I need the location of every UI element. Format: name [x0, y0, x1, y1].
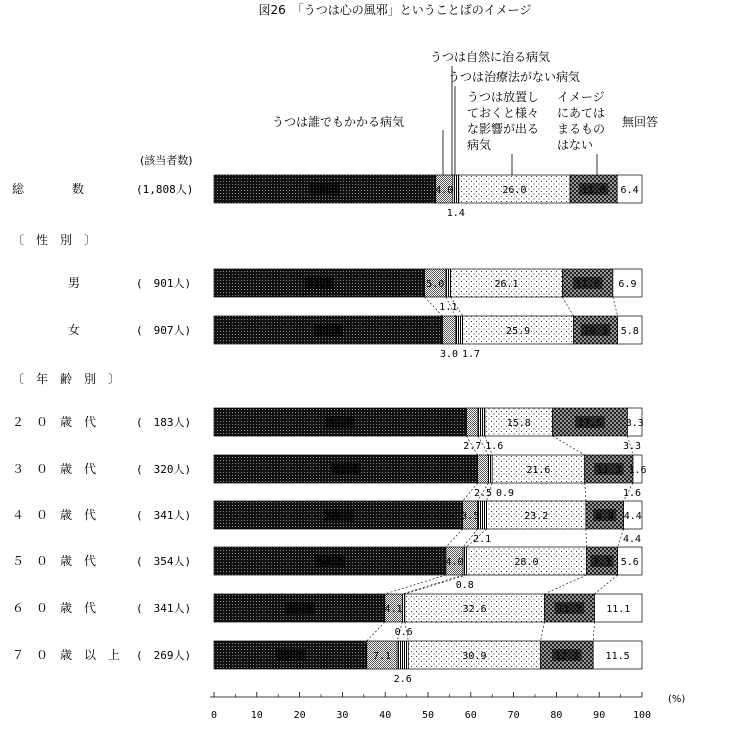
- bar-segment: [443, 316, 456, 344]
- x-unit-label: (%): [668, 694, 686, 705]
- legend-label: 病気: [467, 138, 492, 152]
- legend-label: うつは放置し: [467, 90, 540, 104]
- bar-segment: [478, 455, 489, 483]
- data-label: 7.1: [372, 651, 392, 662]
- legend: [272, 49, 658, 152]
- connector-line: [553, 436, 585, 455]
- data-label: 11.8: [575, 279, 600, 290]
- data-label: 4.4: [623, 511, 642, 522]
- data-label: 32.6: [462, 604, 487, 615]
- data-label: 11.1: [606, 604, 631, 615]
- data-label: 3.3: [625, 418, 644, 429]
- data-label: 7.3: [592, 557, 612, 568]
- row-label: ２ ０ 歳 代: [12, 415, 97, 429]
- legend-label: はない: [557, 138, 594, 152]
- data-label: 49.2: [307, 279, 332, 290]
- callout-label: 0.8: [455, 580, 474, 591]
- callout-label: 0.6: [394, 627, 413, 638]
- row-label: 総 数: [12, 182, 85, 196]
- connector-line: [585, 483, 586, 501]
- row-2: [68, 269, 642, 297]
- x-tick-label: 10: [250, 710, 263, 721]
- row-7: [12, 547, 642, 575]
- data-label: 11.3: [596, 465, 621, 476]
- x-tick-label: 80: [550, 710, 563, 721]
- legend-entry: [448, 69, 580, 84]
- data-label: 1.6: [628, 465, 647, 476]
- data-label: 10.3: [583, 326, 608, 337]
- row-count: ( 354人): [136, 555, 192, 568]
- data-label: 3.5: [461, 511, 480, 522]
- data-label: 53.4: [316, 326, 341, 337]
- data-label: 11.5: [605, 651, 630, 662]
- legend-label: まるもの: [557, 122, 606, 136]
- data-label: 12.3: [554, 651, 579, 662]
- x-tick-label: 40: [379, 710, 392, 721]
- row-count: ( 341人): [136, 509, 192, 522]
- connector-line: [402, 575, 463, 594]
- data-label: 6.9: [618, 279, 637, 290]
- data-label: 59.0: [328, 418, 353, 429]
- legend-entry: [622, 115, 658, 129]
- x-axis: [210, 692, 685, 721]
- callout-label: 4.4: [622, 534, 642, 545]
- legend-label: イメージ: [557, 90, 605, 104]
- bar-segment: [467, 408, 479, 436]
- row-label: ４ ０ 歳 代: [12, 508, 97, 522]
- data-label: 5.6: [620, 557, 639, 568]
- data-label: 26.0: [502, 185, 527, 196]
- x-tick-label: 70: [507, 710, 520, 721]
- connector-line: [446, 529, 463, 547]
- section-label-gender: 〔 性 別 〕: [12, 233, 97, 247]
- data-label: 5.0: [426, 279, 445, 290]
- data-label: 25.9: [506, 326, 531, 337]
- data-label: 6.4: [620, 185, 639, 196]
- data-label: 28.0: [514, 557, 539, 568]
- bar-segment: [397, 641, 408, 669]
- data-label: 11.7: [557, 604, 582, 615]
- x-tick-label: 60: [464, 710, 477, 721]
- data-label: 30.9: [462, 651, 487, 662]
- x-tick-label: 90: [593, 710, 606, 721]
- connector-line: [594, 575, 617, 594]
- connector-line: [613, 297, 618, 316]
- bar-segment: [455, 316, 462, 344]
- data-label: 8.8: [595, 511, 614, 522]
- callout-label: 1.6: [622, 488, 642, 499]
- bar-segment: [446, 269, 451, 297]
- legend-label: うつは誰でもかかる病気: [271, 115, 405, 129]
- row-label: ５ ０ 歳 代: [12, 554, 97, 568]
- row-label: ６ ０ 歳 代: [12, 601, 97, 615]
- x-tick-label: 50: [421, 710, 435, 721]
- row-8: [12, 594, 642, 622]
- callout-label: 3.0: [439, 349, 459, 360]
- legend-entry: [272, 114, 404, 129]
- legend-label: にあては: [557, 106, 606, 120]
- bar-segment: [488, 455, 492, 483]
- callout-label: 2.1: [473, 534, 492, 545]
- row-count: ( 269人): [136, 649, 192, 662]
- legend-label: 無回答: [622, 115, 659, 129]
- row-count: ( 183人): [136, 416, 192, 429]
- bar-segment: [463, 547, 466, 575]
- data-label: 15.8: [506, 418, 531, 429]
- row-label: 女: [68, 323, 81, 337]
- data-label: 11.0: [581, 185, 606, 196]
- row-1: [12, 175, 642, 203]
- row-count: (1,808人): [136, 183, 194, 196]
- x-tick-label: 20: [293, 710, 306, 721]
- row-3: [68, 316, 642, 344]
- data-label: 21.6: [526, 465, 551, 476]
- legend-label: な影響が出る: [467, 122, 540, 136]
- legend-label: うつは自然に治る病気: [430, 50, 551, 64]
- callout-label: 3.3: [622, 441, 642, 452]
- row-label: ７ ０ 歳 以 上: [12, 648, 121, 662]
- data-label: 51.8: [312, 185, 337, 196]
- callout-label: 0.9: [495, 488, 515, 499]
- callout-label: 2.6: [393, 674, 412, 685]
- x-tick-label: 0: [210, 710, 218, 721]
- data-label: 39.9: [287, 604, 312, 615]
- data-label: 61.6: [333, 465, 358, 476]
- callout-label: 1.7: [461, 349, 481, 360]
- x-tick-label: 30: [336, 710, 349, 721]
- legend-entry: [557, 90, 605, 152]
- section-label-age: 〔 年 齢 別 〕: [12, 372, 121, 386]
- callout-label: 2.7: [463, 441, 482, 452]
- data-label: 4.0: [435, 185, 454, 196]
- bars: [12, 175, 647, 669]
- data-label: 54.2: [317, 557, 343, 568]
- row-9: [12, 641, 642, 669]
- callout-label: 1.6: [485, 441, 504, 452]
- legend-entry: [430, 49, 550, 64]
- bar-segment: [478, 408, 485, 436]
- connector-line: [593, 622, 594, 641]
- row-label: ３ ０ 歳 代: [12, 462, 97, 476]
- data-label: 17.5: [577, 418, 603, 429]
- row-count: ( 320人): [136, 463, 192, 476]
- data-label: 26.1: [494, 279, 519, 290]
- row-label: 男: [68, 276, 81, 290]
- legend-entry: [467, 90, 539, 152]
- connector-line: [367, 622, 385, 641]
- connector-line: [541, 622, 545, 641]
- row-5: [12, 455, 647, 483]
- x-tick-label: 100: [632, 710, 652, 721]
- bar-segment: [453, 175, 459, 203]
- respondent-header: (該当者数): [140, 154, 193, 167]
- row-6: [12, 501, 642, 529]
- data-label: 58.1: [326, 511, 351, 522]
- data-label: 5.8: [620, 326, 639, 337]
- callout-label: 1.1: [439, 302, 458, 313]
- connector-line: [385, 575, 446, 594]
- callout-label: 1.4: [446, 208, 465, 219]
- data-label: 23.2: [524, 511, 549, 522]
- row-4: [12, 408, 644, 436]
- row-count: ( 341人): [136, 602, 192, 615]
- bar-segment: [402, 594, 405, 622]
- row-count: ( 907人): [136, 324, 192, 337]
- data-label: 4.0: [445, 557, 464, 568]
- data-label: 35.7: [278, 651, 303, 662]
- chart-title: 図26 「うつは心の風邪」ということばのイメージ: [258, 3, 532, 17]
- callout-label: 2.5: [473, 488, 493, 499]
- connector-line: [544, 575, 586, 594]
- data-label: 4.1: [384, 604, 403, 615]
- legend-label: うつは治療法がない病気: [448, 70, 581, 84]
- connector-line: [562, 297, 573, 316]
- row-count: ( 901人): [136, 277, 192, 290]
- legend-label: ておくと様々: [467, 106, 540, 120]
